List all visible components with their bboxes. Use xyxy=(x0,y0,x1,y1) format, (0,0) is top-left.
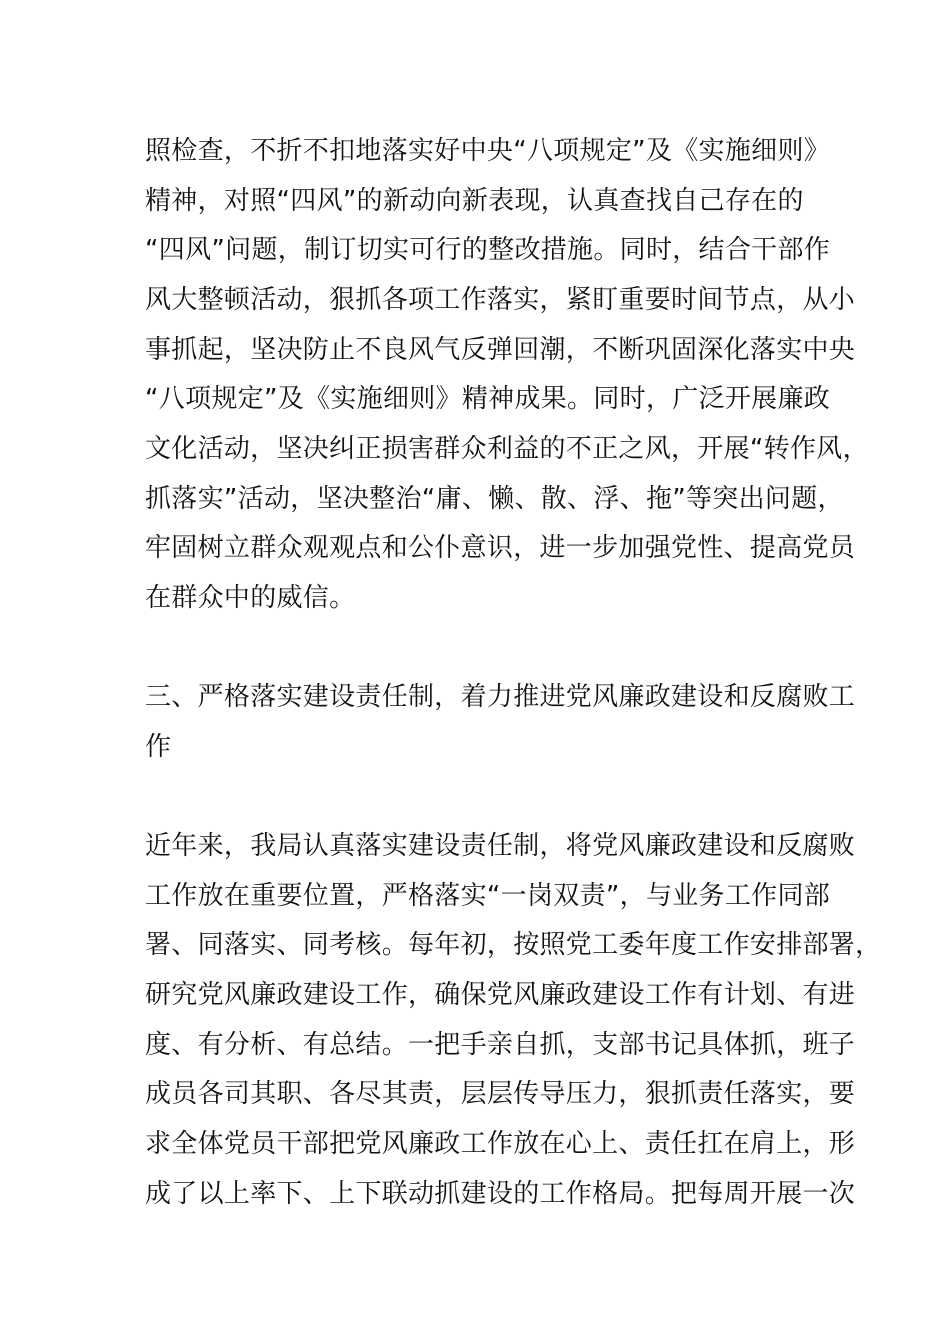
paragraph-2-line: 署、同落实、同考核。每年初，按照党工委年度工作安排部署， xyxy=(145,930,882,960)
section-heading-line: 三、严格落实建设责任制，着力推进党风廉政建设和反腐败工 xyxy=(145,682,856,712)
paragraph-1-line: 牢固树立群众观观点和公仆意识，进一步加强党性、提高党员 xyxy=(145,533,856,563)
paragraph-2-line: 工作放在重要位置，严格落实“一岗双责”，与业务工作同部 xyxy=(145,881,831,911)
paragraph-1-line: “四风”问题，制订切实可行的整改措施。同时，结合干部作 xyxy=(145,235,831,265)
paragraph-2-line: 度、有分析、有总结。一把手亲自抓，支部书记具体抓，班子 xyxy=(145,1030,856,1060)
paragraph-2-line: 成员各司其职、各尽其责，层层传导压力，狠抓责任落实，要 xyxy=(145,1079,856,1109)
paragraph-1-line: 在群众中的威信。 xyxy=(145,583,356,613)
paragraph-1-line: 文化活动，坚决纠正损害群众利益的不正之风，开展“转作风， xyxy=(145,434,869,464)
paragraph-2-line: 近年来，我局认真落实建设责任制，将党风廉政建设和反腐败 xyxy=(145,831,856,861)
paragraph-1-line: 风大整顿活动，狠抓各项工作落实，紧盯重要时间节点，从小 xyxy=(145,285,856,315)
paragraph-1-line: 事抓起，坚决防止不良风气反弹回潮，不断巩固深化落实中央 xyxy=(145,335,856,365)
paragraph-1-line: 抓落实”活动，坚决整治“庸、懒、散、浮、拖”等突出问题， xyxy=(145,484,844,514)
section-heading-line: 作 xyxy=(145,732,172,762)
paragraph-2-line: 研究党风廉政建设工作，确保党风廉政建设工作有计划、有进 xyxy=(145,980,856,1010)
paragraph-2-line: 求全体党员干部把党风廉政工作放在心上、责任扛在肩上，形 xyxy=(145,1129,856,1159)
paragraph-1-line: 照检查，不折不扣地落实好中央“八项规定”及《实施细则》 xyxy=(145,136,831,166)
paragraph-1-line: 精神，对照“四风”的新动向新表现，认真查找自己存在的 xyxy=(145,186,804,216)
paragraph-1-line: “八项规定”及《实施细则》精神成果。同时，广泛开展廉政 xyxy=(145,384,831,414)
paragraph-2-line: 成了以上率下、上下联动抓建设的工作格局。把每周开展一次 xyxy=(145,1179,856,1209)
